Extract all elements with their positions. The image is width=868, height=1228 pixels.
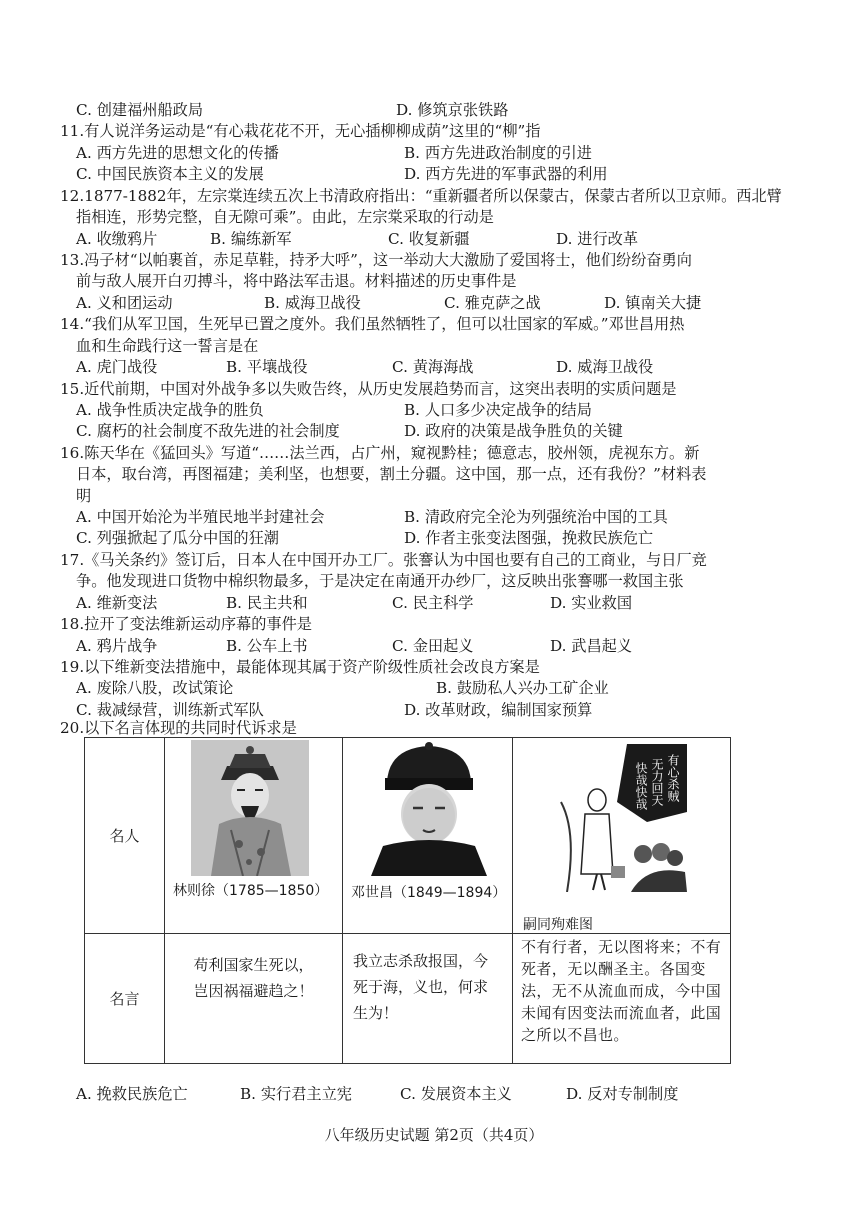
q19-option-c: C. 裁减绿营，训练新式军队: [76, 701, 264, 719]
q18-option-c: C. 金田起义: [392, 637, 474, 655]
q13-option-b: B. 威海卫战役: [264, 294, 361, 312]
quote-lin-zexu: 苟利国家生死以， 岂因祸福避趋之！: [165, 934, 343, 1064]
q12-stem-1: 12.1877-1882年，左宗棠连续五次上书清政府指出：“重新疆者所以保蒙古，保蒙古者所以卫京师。西北臂: [60, 187, 782, 205]
painting-text-line-2: 无力回天: [650, 758, 664, 806]
q15-option-d: D. 政府的决策是战争胜负的关键: [404, 422, 623, 440]
q14-option-d: D. 威海卫战役: [556, 358, 654, 376]
painting-text-line-3: 快哉快哉: [634, 762, 648, 810]
q15-stem: 15.近代前期，中国对外战争多以失败告终，从历史发展趋势而言，这突出表明的实质问题是: [60, 380, 677, 398]
q16-stem-1: 16.陈天华在《猛回头》写道“……法兰西，占广州，窥视黔桂；德意志，胶州领，虎视东方。新: [60, 444, 700, 462]
caption-tan-sitong: 嗣同殉难图: [523, 917, 593, 933]
q20-option-d: D. 反对专制制度: [566, 1085, 679, 1103]
q10-option-c: C. 创建福州船政局: [76, 101, 204, 119]
q20-option-a: A. 挽救民族危亡: [76, 1085, 188, 1103]
q19-stem: 19.以下维新变法措施中，最能体现其属于资产阶级性质社会改良方案是: [60, 658, 540, 676]
q14-option-a: A. 虎门战役: [76, 358, 158, 376]
q11-stem: 11.有人说洋务运动是“有心栽花花不开，无心插柳柳成荫”这里的“柳”指: [60, 122, 541, 140]
q20-table: [84, 737, 731, 1064]
q11-option-b: B. 西方先进政治制度的引进: [404, 144, 592, 162]
q12-option-c: C. 收复新疆: [388, 230, 470, 248]
q17-stem-2: 争。他发现进口货物中棉织物最多，于是决定在南通开办纱厂，这反映出张謇哪一救国主张: [76, 572, 684, 590]
q12-option-b: B. 编练新军: [210, 230, 292, 248]
q17-option-d: D. 实业救国: [550, 594, 633, 612]
q16-option-c: C. 列强掀起了瓜分中国的狂潮: [76, 529, 279, 547]
quote-tan-sitong: 不有行者，无以图将来；不有死者，无以酬圣主。各国变法，无不从流血而成，今中国未闻有因变法而流血者，此国之所以不昌也。: [513, 934, 731, 1064]
q16-option-d: D. 作者主张变法图强，挽救民族危亡: [404, 529, 654, 547]
row-header-famous-person: 名人: [85, 738, 165, 934]
portrait-lin-zexu-cell: [165, 738, 343, 934]
q16-stem-3: 明: [76, 487, 92, 505]
q16-option-b: B. 清政府完全沦为列强统治中国的工具: [404, 508, 668, 526]
q17-stem-1: 17.《马关条约》签订后，日本人在中国开办工厂。张謇认为中国也要有自己的工商业，与日厂竞: [60, 551, 707, 569]
painting-text-line-1: 有心杀贼: [666, 754, 680, 802]
caption-deng-shichang: 邓世昌（1849—1894）: [351, 885, 507, 901]
q12-option-d: D. 进行改革: [556, 230, 639, 248]
q15-option-a: A. 战争性质决定战争的胜负: [76, 401, 264, 419]
q20-option-b: B. 实行君主立宪: [240, 1085, 352, 1103]
q11-option-c: C. 中国民族资本主义的发展: [76, 165, 264, 183]
q11-option-d: D. 西方先进的军事武器的利用: [404, 165, 608, 183]
painting-calligraphy-text: [629, 742, 687, 814]
q13-option-d: D. 镇南关大捷: [604, 294, 702, 312]
q20-stem: 20.以下名言体现的共同时代诉求是: [60, 719, 297, 737]
q19-option-d: D. 改革财政，编制国家预算: [404, 701, 593, 719]
q17-option-b: B. 民主共和: [226, 594, 308, 612]
q16-stem-2: 日本，取台湾，再图福建；美利坚，也想要，割土分疆。这中国，那一点，还有我份？”材料表: [76, 465, 707, 483]
q14-option-c: C. 黄海海战: [392, 358, 474, 376]
q15-option-c: C. 腐朽的社会制度不敌先进的社会制度: [76, 422, 340, 440]
q13-stem-1: 13.冯子材“以帕裹首，赤足草鞋，持矛大呼”，这一举动大大激励了爱国将士，他们纷纷奋勇向: [60, 251, 692, 269]
q13-stem-2: 前与敌人展开白刃搏斗，将中路法军击退。材料描述的历史事件是: [76, 272, 517, 290]
painting-tan-sitong-cell: [513, 738, 731, 934]
caption-lin-zexu: 林则徐（1785—1850）: [173, 883, 329, 899]
q11-option-a: A. 西方先进的思想文化的传播: [76, 144, 279, 162]
q18-stem: 18.拉开了变法维新运动序幕的事件是: [60, 615, 312, 633]
q13-option-c: C. 雅克萨之战: [444, 294, 541, 312]
q12-stem-2: 指相连，形势完整，自无隙可乘”。由此，左宗棠采取的行动是: [76, 208, 494, 226]
portrait-deng-shichang-cell: [343, 738, 513, 934]
q12-option-a: A. 收缴鸦片: [76, 230, 158, 248]
q18-option-a: A. 鸦片战争: [76, 637, 158, 655]
q14-stem-2: 血和生命践行这一誓言是在: [76, 337, 259, 355]
q17-option-c: C. 民主科学: [392, 594, 474, 612]
quote-deng-shichang: 我立志杀敌报国，今 死于海，义也，何求 生为！: [343, 934, 513, 1064]
q14-option-b: B. 平壤战役: [226, 358, 308, 376]
q14-stem-1: 14.“我们从军卫国，生死早已置之度外。我们虽然牺牲了，但可以壮国家的军威。”邓世昌用热: [60, 315, 685, 333]
q19-option-b: B. 鼓励私人兴办工矿企业: [436, 679, 609, 697]
portrait-lin-zexu-image: [191, 740, 309, 876]
q15-option-b: B. 人口多少决定战争的结局: [404, 401, 592, 419]
q19-option-a: A. 废除八股，改试策论: [76, 679, 234, 697]
row-header-famous-quote: 名言: [85, 934, 165, 1064]
q18-option-d: D. 武昌起义: [550, 637, 633, 655]
q17-option-a: A. 维新变法: [76, 594, 158, 612]
q20-option-c: C. 发展资本主义: [400, 1085, 512, 1103]
page-footer: 八年级历史试题 第2页（共4页）: [324, 1126, 544, 1144]
q13-option-a: A. 义和团运动: [76, 294, 173, 312]
q18-option-b: B. 公车上书: [226, 637, 308, 655]
q16-option-a: A. 中国开始沦为半殖民地半封建社会: [76, 508, 325, 526]
q10-option-d: D. 修筑京张铁路: [396, 101, 509, 119]
portrait-deng-shichang-image: [363, 742, 495, 876]
